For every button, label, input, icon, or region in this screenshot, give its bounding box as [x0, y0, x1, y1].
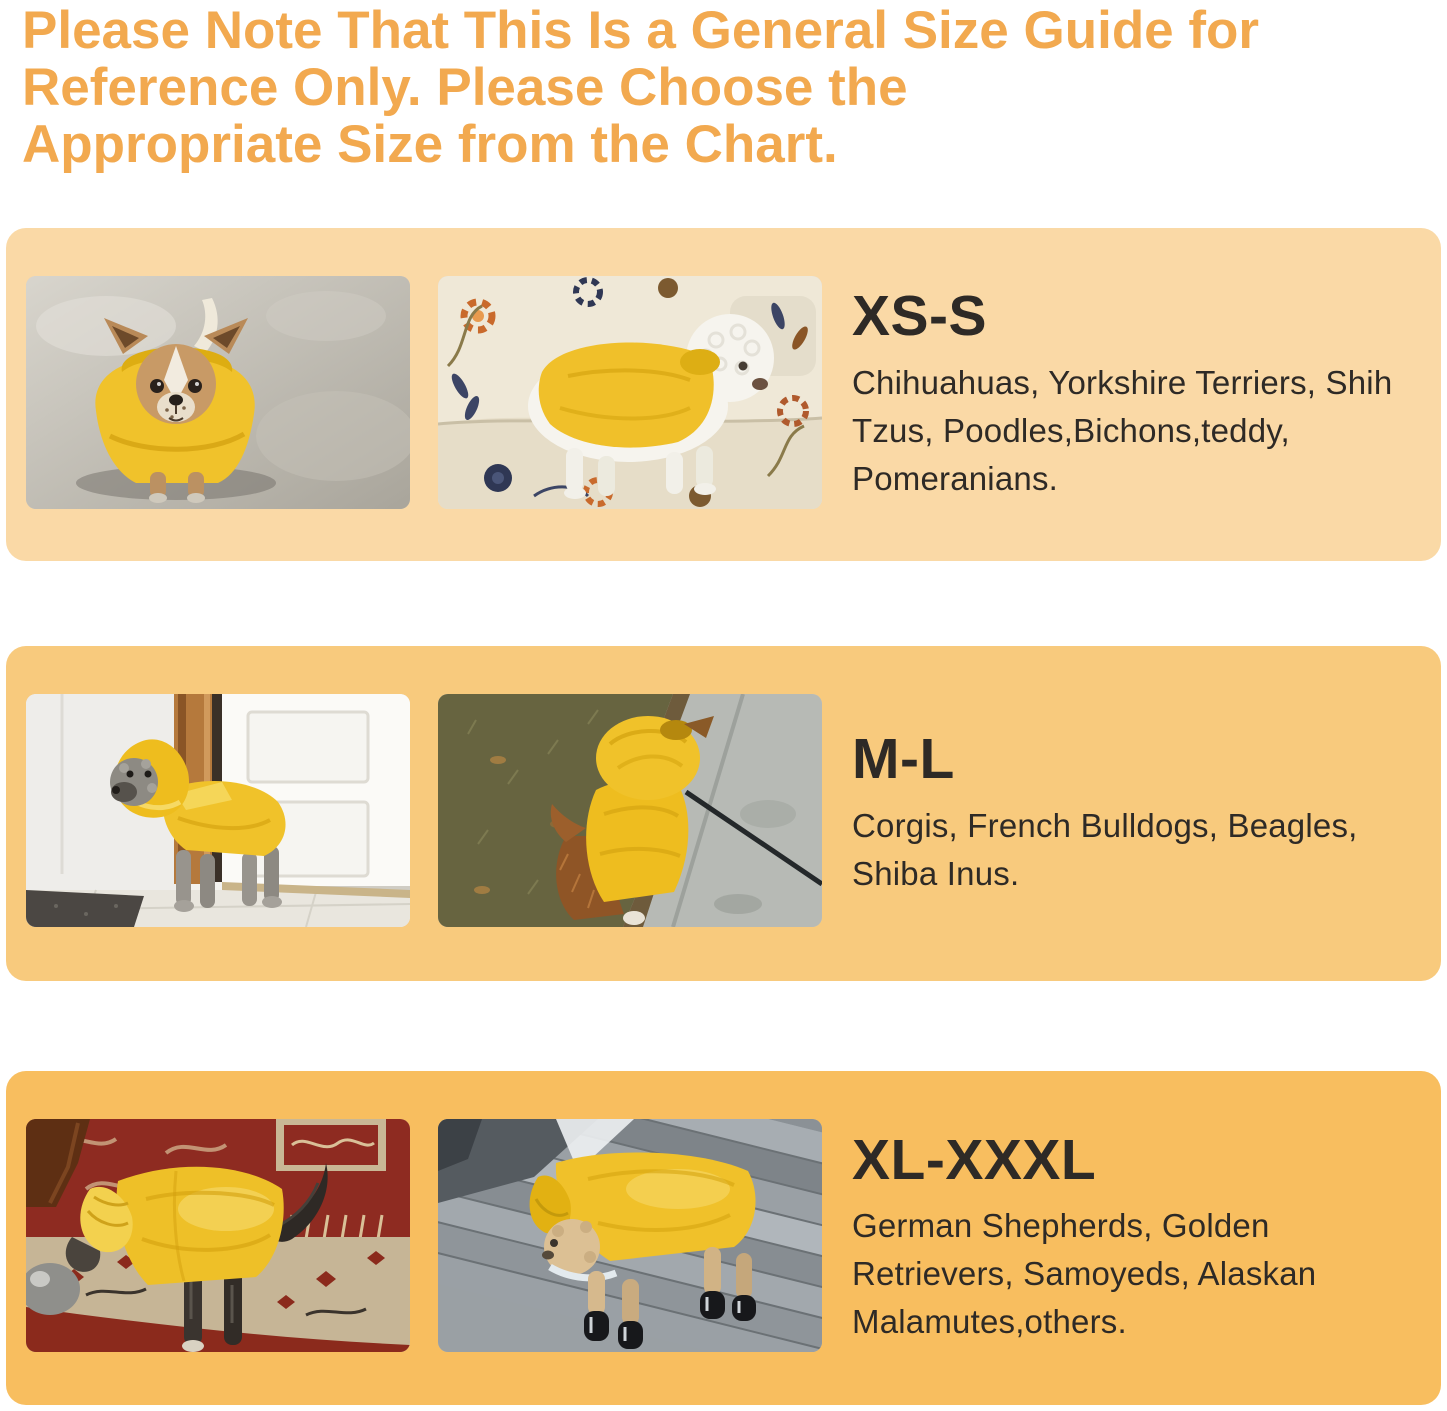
photo-bichon-raincoat-sofa	[438, 276, 822, 509]
booted-dog-illustration	[438, 1119, 822, 1352]
bichon-illustration	[438, 276, 822, 509]
size-label: XL-XXXL	[852, 1127, 1097, 1192]
chihuahua-illustration	[26, 276, 410, 509]
page-title-line-1: Please Note That This Is a General Size Guide for	[22, 1, 1260, 60]
photo-dog-raincoat-boots	[438, 1119, 822, 1352]
shepherd-illustration	[26, 1119, 410, 1352]
size-section-xl-xxxl	[6, 1071, 1441, 1405]
size-section-m-l	[6, 646, 1441, 981]
size-info-m-l	[852, 646, 1430, 981]
photo-shepherd-raincoat-rug	[26, 1119, 410, 1352]
page-title-line-3: Appropriate Size from the Chart.	[22, 115, 838, 174]
breed-list: Corgis, French Bulldogs, Beagles, Shiba Inus.	[852, 806, 1358, 892]
size-label: XS-S	[852, 284, 988, 349]
breed-list: German Shepherds, Golden Retrievers, Samoyeds, Alaskan Malamutes,others.	[852, 1207, 1317, 1341]
size-info-xs-s	[852, 228, 1430, 561]
doodle-illustration	[26, 694, 410, 927]
breed-list: Chihuahuas, Yorkshire Terriers, Shih Tzus, Poodles,Bichons,teddy, Pomeranians.	[852, 363, 1393, 497]
photo-doodle-raincoat-door	[26, 694, 410, 927]
size-info-xl-xxxl	[852, 1071, 1430, 1405]
size-label: M-L	[852, 727, 955, 792]
size-section-xs-s	[6, 228, 1441, 561]
page-title-line-2: Reference Only. Please Choose the	[22, 58, 908, 117]
page-title	[22, 2, 1259, 173]
walking-dog-illustration	[438, 694, 822, 927]
photo-chihuahua-raincoat	[26, 276, 410, 509]
photo-dog-raincoat-walk	[438, 694, 822, 927]
